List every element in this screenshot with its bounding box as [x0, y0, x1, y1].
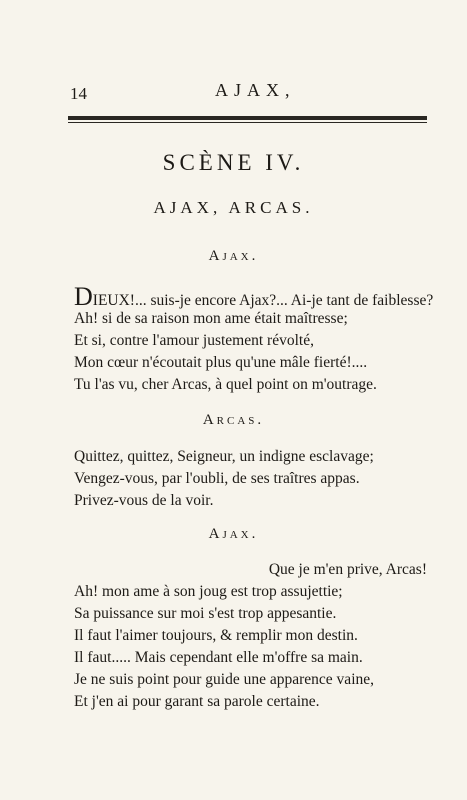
speaker-name [0, 248, 467, 265]
verse-line: Et j'en ai pour garant sa parole certaine. [74, 693, 320, 710]
speaker-label: Ajax. [208, 526, 259, 542]
running-title: AJAX, [215, 80, 296, 100]
speaker-name [0, 526, 467, 543]
header-rule-thick [68, 116, 427, 120]
verse-line: Ah! si de sa raison mon ame était maîtresse; [74, 310, 348, 327]
page-number: 14 [70, 84, 87, 103]
verse-line: Vengez-vous, par l'oubli, de ses traîtres appas. [74, 470, 360, 487]
verse-line: DIEUX!... suis-je encore Ajax?... Ai-je tant de faiblesse? [74, 282, 434, 311]
scene-title: SCÈNE IV. [162, 150, 305, 175]
cast-list: AJAX, ARCAS. [153, 198, 314, 217]
verse-line: Mon cœur n'écoutait plus qu'une mâle fierté!.... [74, 354, 368, 371]
speaker-name [0, 412, 467, 429]
verse-line: Et si, contre l'amour justement révolté, [74, 332, 314, 349]
verse-line: Tu l'as vu, cher Arcas, à quel point on m'outrage. [74, 376, 377, 393]
verse-line: Sa puissance sur moi s'est trop appesantie. [74, 605, 337, 622]
verse-line: Il faut..... Mais cependant elle m'offre sa main. [74, 649, 363, 666]
verse-line: Ah! mon ame à son joug est trop assujettie; [74, 583, 343, 600]
verse-line: Que je m'en prive, Arcas! [268, 561, 427, 578]
speaker-label: Ajax. [208, 248, 259, 264]
verse-line: Quittez, quittez, Seigneur, un indigne esclavage; [74, 448, 374, 465]
header-rule-thin [68, 122, 427, 123]
verse-line: Il faut l'aimer toujours, & remplir mon destin. [74, 627, 358, 644]
verse-line: Je ne suis point pour guide une apparence vaine, [74, 671, 375, 688]
verse-line: Privez-vous de la voir. [74, 492, 214, 509]
speaker-label: Arcas. [202, 412, 265, 428]
